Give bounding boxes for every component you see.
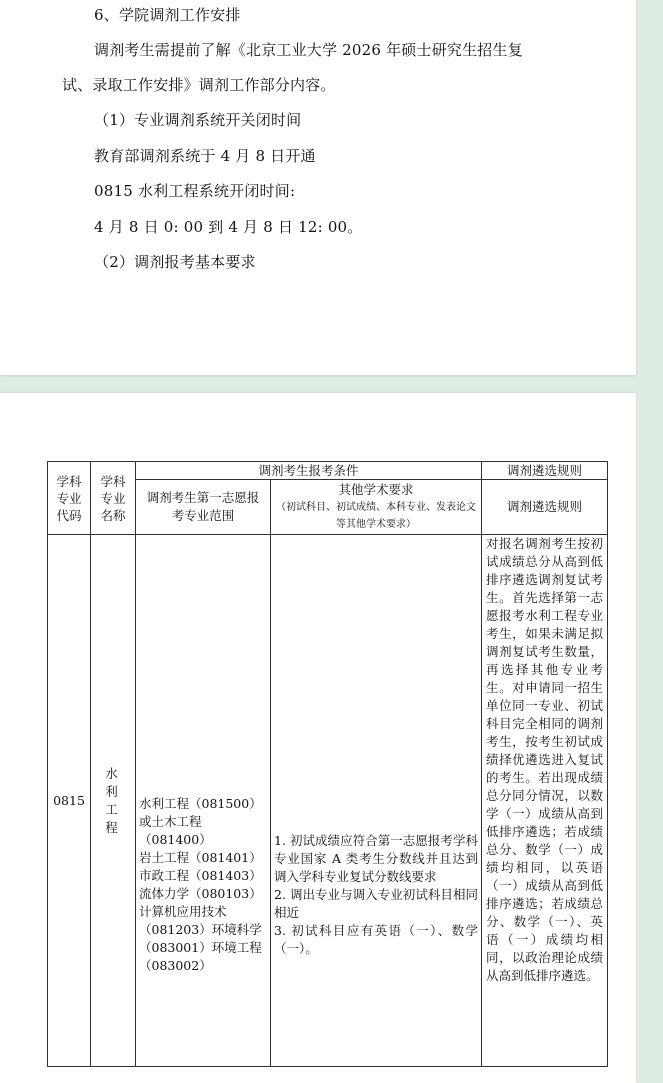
item-1-line-2: 0815 水利工程系统开闭时间: bbox=[94, 182, 296, 200]
section-heading: 6、学院调剂工作安排 bbox=[94, 6, 241, 24]
cell-scope: 水利工程（081500） 或土木工程（081400） 岩土工程（081401） 市政工程（081403） 流体力学（080103） 计算机应用技术 （081203）环境科学 （083001）环境工程 （083002） bbox=[136, 535, 271, 1067]
document-page-2 bbox=[0, 393, 636, 1083]
header-other-requirements bbox=[271, 480, 482, 535]
table-row bbox=[48, 535, 608, 1067]
adjustment-table bbox=[47, 461, 608, 1067]
paragraph-line-1: 调剂考生需提前了解《北京工业大学 2026 年硕士研究生招生复 bbox=[94, 41, 523, 59]
header-first-choice-scope: 调剂考生第一志愿报考专业范围 bbox=[136, 480, 271, 535]
item-1-line-3: 4 月 8 日 0: 00 到 4 月 8 日 12: 00。 bbox=[94, 218, 363, 236]
table-header-row-1 bbox=[48, 462, 608, 480]
item-1-heading: （1）专业调剂系统开关闭时间 bbox=[94, 111, 302, 129]
header-other-title: 其他学术要求 bbox=[338, 482, 414, 497]
cell-other-requirements: 1. 初试成绩应符合第一志愿报考学科专业国家 A 类考生分数线并且达到调入学科专业复试分数线要求 2. 调出专业与调入专业初试科目相同相近 3. 初试科目应有英语（一）、数学（一）。 bbox=[271, 535, 482, 1067]
header-selection-rules: 调剂遴选规则 bbox=[482, 480, 608, 535]
header-subject-code: 学科专业代码 bbox=[48, 462, 91, 535]
header-rules-group: 调剂遴选规则 bbox=[482, 462, 608, 480]
header-conditions-group: 调剂考生报考条件 bbox=[136, 462, 482, 480]
item-1-line-1: 教育部调剂系统于 4 月 8 日开通 bbox=[94, 147, 316, 165]
cell-name: 水利工程 bbox=[91, 535, 136, 1067]
paragraph-line-2: 试、录取工作安排》调剂工作部分内容。 bbox=[62, 76, 336, 94]
cell-code: 0815 bbox=[48, 535, 91, 1067]
header-subject-name: 学科专业名称 bbox=[91, 462, 136, 535]
document-page-1 bbox=[0, 0, 636, 375]
cell-selection-rules: 对报名调剂考生按初试成绩总分从高到低排序遴选调剂复试考生。首先选择第一志愿报考水利工程专业考生，如果未满足拟调剂复试考生数量，再选择其他专业考生。对申请同一招生单位同一专业、初试科目完全相同的调剂考生，按考生初试成绩择优遴选进入复试的考生。若出现成绩总分同分情况，以数学（一）成绩从高到低排序遴选；若成绩总分、数学（一）成绩均相同，以英语（一）成绩从高到低排序遴选；若成绩总分、数学（一）、英语（一）成绩均相同，以政治理论成绩从高到低排序遴选。 bbox=[482, 535, 608, 1067]
header-other-subtitle: （初试科目、初试成绩、本科专业、发表论文等其他学术要求） bbox=[276, 502, 476, 530]
item-2-heading: （2）调剂报考基本要求 bbox=[94, 253, 256, 271]
